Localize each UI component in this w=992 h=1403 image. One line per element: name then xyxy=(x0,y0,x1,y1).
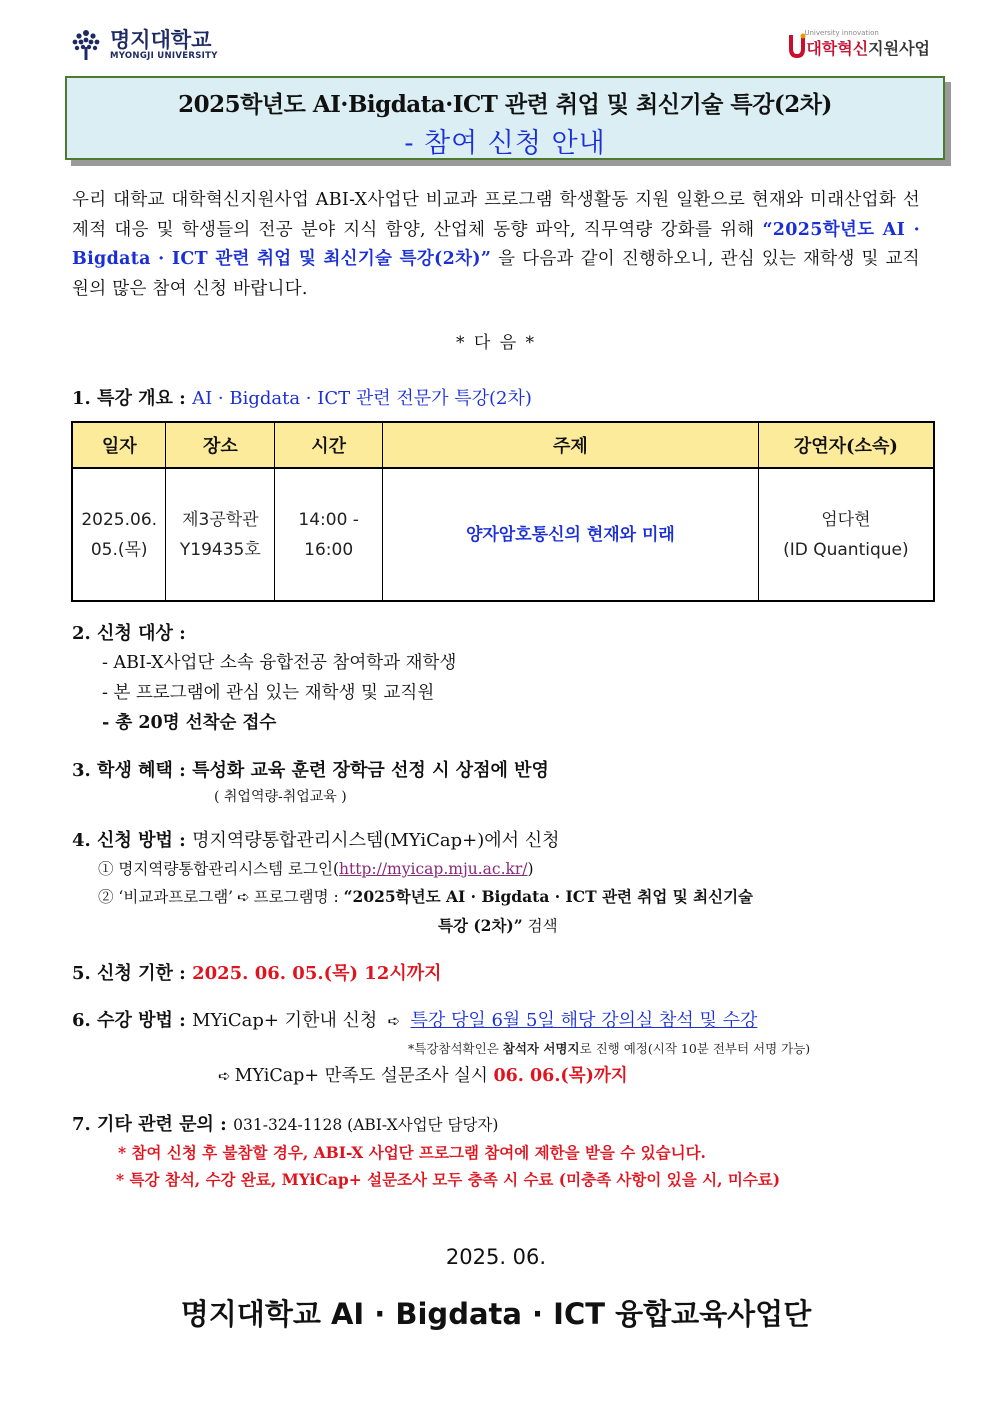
section-6-label: 6. 수강 방법 : xyxy=(72,1010,186,1031)
university-emblem-icon xyxy=(68,27,104,63)
section-6-value: MYiCap+ 기한내 신청 xyxy=(192,1010,378,1031)
step-1-suffix: ) xyxy=(527,860,534,878)
section-1-label: 1. 특강 개요 : xyxy=(72,388,186,409)
title-box xyxy=(65,76,945,160)
arrow-right-icon: ➪ xyxy=(387,1012,401,1030)
arrow-right-icon: ➪ xyxy=(218,1067,231,1085)
intro-text-2: 을 다음과 같이 진행하오니, 관심 있는 재학생 및 교직원의 많은 참여 신청 바랍니다. xyxy=(72,249,920,299)
table-header-time: 시간 xyxy=(275,422,383,468)
logo-program-name xyxy=(806,36,930,59)
table-row xyxy=(72,468,934,601)
date-line-2: 05.(목) xyxy=(90,539,148,560)
intro-text-1: 우리 대학교 대학혁신지원사업 ABI-X사업단 비교과 프로그램 학생활동 지원 일환으로 현재와 미래산업화 선제적 대응 및 학생들의 전공 분야 지식 함양, 산업체 동향 파악, 직무역량 강화를 위해 xyxy=(72,190,920,240)
cell-place xyxy=(166,468,275,601)
section-2-heading: 2. 신청 대상 : xyxy=(72,623,186,644)
target-item-2: - 본 프로그램에 관심 있는 재학생 및 교직원 xyxy=(102,683,435,703)
survey-deadline: 06. 06.(목)까지 xyxy=(493,1066,628,1086)
section-6-heading xyxy=(72,1006,757,1032)
arrow-right-icon: ➪ xyxy=(237,888,250,906)
section-1-value: AI · Bigdata · ICT 관련 전문가 특강(2차) xyxy=(192,388,532,409)
attendance-note-bold: 참석자 서명지 xyxy=(502,1041,580,1056)
cell-topic: 양자암호통신의 현재와 미래 xyxy=(383,468,759,601)
warning-note-1: * 참여 신청 후 불참할 경우, ABI-X 사업단 프로그램 참여에 제한을 받을 수 있습니다. xyxy=(118,1143,706,1162)
logo-program-rest: 지원사업 xyxy=(868,39,930,58)
step-2-suffix: 검색 xyxy=(527,917,558,935)
document-subtitle: - 참여 신청 안내 xyxy=(404,128,606,159)
document-title: 2025학년도 AI·Bigdata·ICT 관련 취업 및 최신기술 특강(2차) xyxy=(178,91,832,118)
section-4-heading xyxy=(72,826,560,852)
cell-speaker xyxy=(758,468,934,601)
section-3-label: 3. 학생 혜택 : xyxy=(72,760,186,781)
warning-note-2: * 특강 참석, 수강 완료, MYiCap+ 설문조사 모두 충족 시 수료 (미충족 사항이 있을 시, 미수료) xyxy=(116,1170,781,1189)
table-header-speaker: 강연자(소속) xyxy=(758,422,934,468)
footer-organization: 명지대학교 AI · Bigdata · ICT 융합교육사업단 xyxy=(180,1297,812,1331)
place-line-1: 제3공학관 xyxy=(182,509,259,530)
survey-line xyxy=(214,1062,628,1087)
deadline-text: 2025. 06. 05.(목) 12시까지 xyxy=(192,963,442,984)
logo-korean-name: 명지대학교 xyxy=(110,28,212,52)
method-step-2 xyxy=(98,885,753,907)
table-header-topic: 주제 xyxy=(383,422,759,468)
innovation-program-logo xyxy=(788,29,930,59)
method-step-1 xyxy=(98,857,534,879)
step-2-label: 프로그램명 : xyxy=(253,888,339,906)
time-line-2: 16:00 xyxy=(304,539,354,560)
step-2-text: ② ‘비교과프로그램’ xyxy=(98,888,234,906)
place-line-2: Y19435호 xyxy=(179,539,261,560)
section-5-label: 5. 신청 기한 : xyxy=(72,963,186,984)
step-1-text: ① 명지역량통합관리시스템 로그인( xyxy=(98,860,340,878)
table-header-place: 장소 xyxy=(166,422,275,468)
section-4-label: 4. 신청 방법 : xyxy=(72,830,186,851)
table-header-date: 일자 xyxy=(72,422,166,468)
survey-text: MYiCap+ 만족도 설문조사 실시 xyxy=(234,1066,488,1086)
footer-date: 2025. 06. xyxy=(445,1245,547,1269)
method-step-2-cont xyxy=(438,914,558,936)
myongji-logo xyxy=(68,27,218,63)
step-2-program-name: “2025학년도 AI · Bigdata · ICT 관련 취업 및 최신기술 xyxy=(343,887,754,906)
target-item-1: - ABI-X사업단 소속 융합전공 참여학과 재학생 xyxy=(102,653,457,673)
time-line-1: 14:00 - xyxy=(298,509,359,530)
section-5-heading xyxy=(72,959,442,985)
step-2-program-name-2: 특강 (2차)” xyxy=(438,916,523,935)
section-3-note: ( 취업역량-취업교육 ) xyxy=(214,789,347,805)
logo-program-highlight: 대학혁신 xyxy=(806,39,869,58)
section-1-heading xyxy=(72,384,532,410)
attendance-note-prefix: *특강참석확인은 xyxy=(408,1041,503,1056)
cell-time xyxy=(275,468,383,601)
lecture-table xyxy=(71,421,935,602)
speaker-name: 엄다현 xyxy=(821,509,871,530)
myicap-link[interactable]: http://myicap.mju.ac.kr/ xyxy=(339,860,528,878)
attendance-instruction: 특강 당일 6월 5일 해당 강의실 참석 및 수강 xyxy=(410,1010,758,1031)
attendance-note-suffix: 로 진행 예정(시작 10분 전부터 서명 가능) xyxy=(579,1041,811,1056)
logo-english-name: MYONGJI UNIVERSITY xyxy=(110,51,218,61)
section-7-label: 7. 기타 관련 문의 : xyxy=(72,1114,227,1135)
section-3-value: 특성화 교육 훈련 장학금 선정 시 상점에 반영 xyxy=(192,760,549,781)
contact-info: 031-324-1128 (ABI-X사업단 담당자) xyxy=(233,1116,499,1134)
cell-date xyxy=(72,468,166,601)
logo-small-caption: University innovation xyxy=(804,29,879,37)
speaker-affiliation: (ID Quantique) xyxy=(783,539,909,560)
section-4-value: 명지역량통합관리시스템(MYiCap+)에서 신청 xyxy=(192,830,560,851)
target-item-3: - 총 20명 선착순 접수 xyxy=(102,713,277,733)
attendance-note xyxy=(408,1039,810,1057)
section-7-heading xyxy=(72,1110,498,1136)
table-header-row xyxy=(72,422,934,468)
date-line-1: 2025.06. xyxy=(81,509,158,530)
section-divider-heading: * 다 음 * xyxy=(455,333,537,353)
section-3-heading xyxy=(72,756,549,782)
intro-paragraph xyxy=(72,186,920,304)
intro-highlight: “2025학년도 AI · Bigdata · ICT 관련 취업 및 최신기술 특강(2차)” xyxy=(72,219,920,269)
